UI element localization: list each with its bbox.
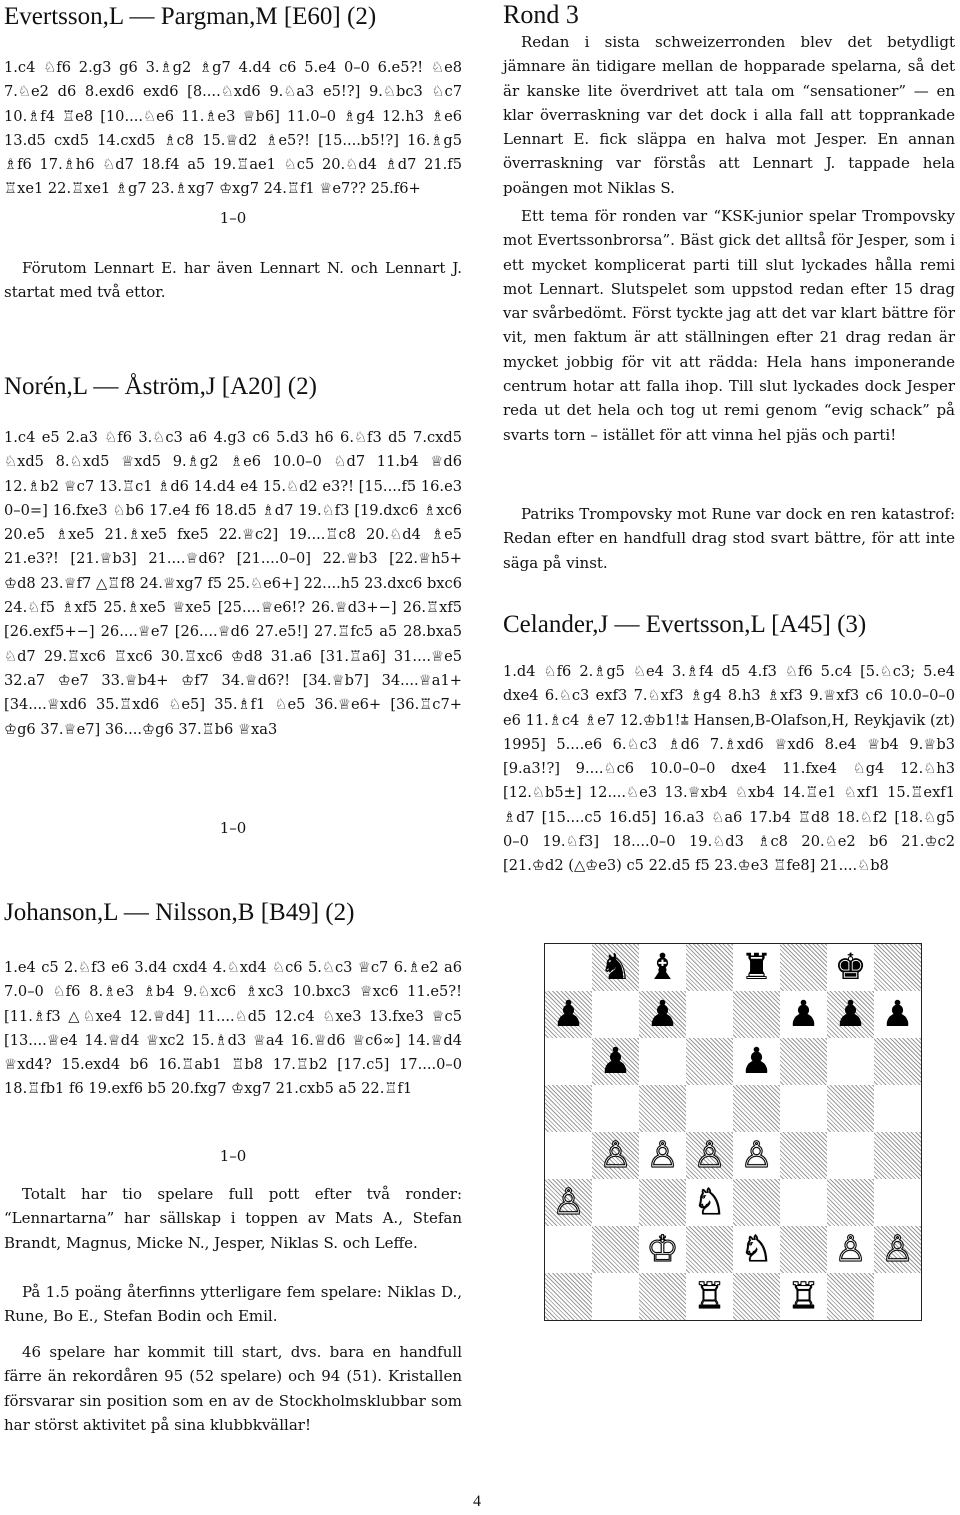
square-e1 bbox=[733, 1273, 780, 1320]
game2-result: 1–0 bbox=[219, 819, 247, 837]
square-c7 bbox=[639, 991, 686, 1038]
square-h6 bbox=[874, 1038, 921, 1085]
square-c6 bbox=[639, 1038, 686, 1085]
half-point-paragraph: På 1.5 poäng återfinns ytterligare fem spelare: Niklas D., Rune, Bo E., Stefan Bodin och Emil. bbox=[4, 1283, 462, 1326]
square-f6 bbox=[780, 1038, 827, 1085]
chess-piece-icon: ♖ bbox=[693, 1275, 726, 1317]
square-d1 bbox=[686, 1273, 733, 1320]
square-h8 bbox=[874, 944, 921, 991]
square-h1 bbox=[874, 1273, 921, 1320]
chess-piece-icon: ♟ bbox=[646, 993, 679, 1035]
square-c4 bbox=[639, 1132, 686, 1179]
square-f5 bbox=[780, 1085, 827, 1132]
round-theme-paragraph: Ett tema för ronden var “KSK-junior spelar Trompovsky mot Evertssonbrorsa”. Bäst gick det alltså för Jesper, som i ett mycket komplicerat parti till slut lyckades hålla remi mot Lennart. Slutspelet som uppstod redan efter 15 drag var svårbedömt. Först tyckte jag att det var klart bättre för vit, men faktum är att ställningen efter 21 drag redan är mycket jobbig för vit att rädda: Hela hans imponerande centrum hotar att falla ihop. Till slut lyckades dock Jesper reda ut det hela och tog ut remi genom “evig schack” på svarts torn – istället för att vinna hel pjäs och parti! bbox=[503, 207, 955, 444]
square-f4 bbox=[780, 1132, 827, 1179]
square-e5 bbox=[733, 1085, 780, 1132]
square-a3 bbox=[545, 1179, 592, 1226]
square-g1 bbox=[827, 1273, 874, 1320]
square-h7 bbox=[874, 991, 921, 1038]
square-e3 bbox=[733, 1179, 780, 1226]
game4-title: Celander,J — Evertsson,L [A45] (3) bbox=[503, 611, 867, 638]
chess-board bbox=[544, 943, 922, 1321]
chess-piece-icon: ♔ bbox=[646, 1228, 679, 1270]
square-b7 bbox=[592, 991, 639, 1038]
square-f7 bbox=[780, 991, 827, 1038]
square-d3 bbox=[686, 1179, 733, 1226]
square-b4 bbox=[592, 1132, 639, 1179]
chess-piece-icon: ♜ bbox=[740, 946, 773, 988]
square-a5 bbox=[545, 1085, 592, 1132]
chess-piece-icon: ♙ bbox=[599, 1134, 632, 1176]
square-c2 bbox=[639, 1226, 686, 1273]
game1-title: Evertsson,L — Pargman,M [E60] (2) bbox=[4, 3, 377, 30]
game1-note: Förutom Lennart E. har även Lennart N. och Lennart J. startat med två ettor. bbox=[4, 259, 462, 302]
square-g3 bbox=[827, 1179, 874, 1226]
square-c1 bbox=[639, 1273, 686, 1320]
square-c8 bbox=[639, 944, 686, 991]
chess-piece-icon: ♘ bbox=[693, 1181, 726, 1223]
square-c5 bbox=[639, 1085, 686, 1132]
chess-piece-icon: ♘ bbox=[740, 1228, 773, 1270]
chess-piece-icon: ♟ bbox=[740, 1040, 773, 1082]
game1-result: 1–0 bbox=[219, 209, 247, 227]
game4-moves: 1.d4 ♘f6 2.♗g5 ♘e4 3.♗f4 d5 4.f3 ♘f6 5.c4 [5.♘c3; 5.e4 dxe4 6.♘c3 exf3 7.♘xf3 ♗g4 8.h3 ♗xf3 9.♕xf3 c6 10.0–0–0 e6 11.♗c4 ♗e7 12.♔b1!⩲ Hansen,B-Olafson,H, Reykjavik (zt) 1995] 5....e6 6.♘c3 ♗d6 7.♗xd6 ♕xd6 8.e4 ♕b4 9.♕b3 [9.a3!?] 9....♘c6 10.0–0–0 dxe4 11.fxe4 ♘g4 12.♘h3 [12.♘b5±] 12....♘e3 13.♕xb4 ♘xb4 14.♖e1 ♘xf1 15.♖exf1 ♗d7 [15....c5 16.d5] 16.a3 ♘a6 17.b4 ♖d8 18.♘f2 [18.♘g5 0–0 19.♘f3] 18....0–0 19.♘d3 ♗c8 20.♘e2 b6 21.♔c2 [21.♔d2 (△♔e3) c5 22.d5 f5 23.♔e3 ♖fe8] 21....♘b8 bbox=[503, 663, 955, 875]
chess-piece-icon: ♚ bbox=[834, 946, 867, 988]
square-a6 bbox=[545, 1038, 592, 1085]
game3-moves: 1.e4 c5 2.♘f3 e6 3.d4 cxd4 4.♘xd4 ♘c6 5.♘c3 ♕c7 6.♗e2 a6 7.0–0 ♘f6 8.♗e3 ♗b4 9.♘xc6 ♗xc3 10.bxc3 ♕xc6 11.e5?! [11.♗f3 △♘xe4 12.♕d4] 11....♘d5 12.c4 ♘xe3 13.fxe3 ♕c5 [13....♕e4 14.♕d4 ♕xc2 15.♗d3 ♕a4 16.♕d6 ♕c6∞] 14.♕d4 ♕xd4? 15.exd4 b6 16.♖ab1 ♖b8 17.♖b2 [17.c5] 17....0–0 18.♖fb1 f6 19.exf6 b5 20.fxg7 ♔xg7 21.cxb5 a5 22.♖f1 bbox=[4, 959, 462, 1098]
square-g8 bbox=[827, 944, 874, 991]
square-b1 bbox=[592, 1273, 639, 1320]
game2-moves: 1.c4 e5 2.a3 ♘f6 3.♘c3 a6 4.g3 c6 5.d3 h6 6.♘f3 d5 7.cxd5 ♘xd5 8.♘xd5 ♕xd5 9.♗g2 ♗e6 10.0–0 ♘d7 11.b4 ♕d6 12.♗b2 ♕c7 13.♖c1 ♗d6 14.d4 e4 15.♘d2 e3?! [15....f5 16.e3 0–0=] 16.fxe3 ♘b6 17.e4 f6 18.d5 ♗d7 19.♘f3 [19.dxc6 ♗xc6 20.e5 ♗xe5 21.♗xe5 fxe5 22.♕c2] 19....♖c8 20.♘d4 ♗e5 21.e3?! [21.♕b3] 21....♕d6? [21....0–0] 22.♕b3 [22.♕h5+ ♔d8 23.♕f7 △♖f8 24.♕xg7 f5 25.♘e6+] 22....h5 23.dxc6 bxc6 24.♘f5 ♗xf5 25.♗xe5 ♕xe5 [25....♕e6!? 26.♕d3+−] 26.♖xf5 [26.exf5+−] 26....♕e7 [26....♕d6 27.e5!] 27.♖fc5 a5 28.bxa5 ♘d7 29.♖xc6 ♖xc6 30.♖xc6 ♔d8 31.a6 [31.♖a6] 31....♕e5 32.a7 ♔e7 33.♕b4+ ♔f7 34.♕d6?! [34.♕b7] 34....♕a1+ [34....♕xd6 35.♖xd6 ♘e5] 35.♗f1 ♘e5 36.♕e6+ [36.♖c7+ ♔g6 37.♕e7] 36....♔g6 37.♖b6 ♕xa3 bbox=[4, 429, 462, 738]
chess-piece-icon: ♙ bbox=[693, 1134, 726, 1176]
square-h2 bbox=[874, 1226, 921, 1273]
square-e2 bbox=[733, 1226, 780, 1273]
chess-piece-icon: ♞ bbox=[599, 946, 632, 988]
square-b2 bbox=[592, 1226, 639, 1273]
square-g7 bbox=[827, 991, 874, 1038]
square-a2 bbox=[545, 1226, 592, 1273]
square-a4 bbox=[545, 1132, 592, 1179]
chess-piece-icon: ♟ bbox=[834, 993, 867, 1035]
square-d4 bbox=[686, 1132, 733, 1179]
chess-piece-icon: ♟ bbox=[787, 993, 820, 1035]
square-d5 bbox=[686, 1085, 733, 1132]
square-b6 bbox=[592, 1038, 639, 1085]
square-e4 bbox=[733, 1132, 780, 1179]
square-a7 bbox=[545, 991, 592, 1038]
square-b3 bbox=[592, 1179, 639, 1226]
game1-moves: 1.c4 ♘f6 2.g3 g6 3.♗g2 ♗g7 4.d4 c6 5.e4 0–0 6.e5?! ♘e8 7.♘e2 d6 8.exd6 exd6 [8....♘xd6 9.♘a3 e5!?] 9.♘bc3 ♘c7 10.♗f4 ♖e8 [10....♘e6 11.♗e3 ♕b6] 11.0–0 ♗g4 12.h3 ♗e6 13.d5 cxd5 14.cxd5 ♗c8 15.♕d2 ♗e5?! [15....b5!?] 16.♗g5 ♗f6 17.♗h6 ♘d7 18.f4 a5 19.♖ae1 ♘c5 20.♘d4 ♗d7 21.f5 ♖xe1 22.♖xe1 ♗g7 23.♗xg7 ♔xg7 24.♖f1 ♕e7?? 25.f6+ bbox=[4, 59, 462, 198]
chess-piece-icon: ♙ bbox=[834, 1228, 867, 1270]
square-g6 bbox=[827, 1038, 874, 1085]
square-d8 bbox=[686, 944, 733, 991]
square-b5 bbox=[592, 1085, 639, 1132]
standings-paragraph: Totalt har tio spelare full pott efter två ronder: “Lennartarna” har sällskap i toppen av Mats A., Stefan Brandt, Magnus, Micke N., Jesper, Niklas S. och Leffe. bbox=[4, 1185, 462, 1252]
square-b8 bbox=[592, 944, 639, 991]
square-d6 bbox=[686, 1038, 733, 1085]
chess-piece-icon: ♟ bbox=[881, 993, 914, 1035]
square-f3 bbox=[780, 1179, 827, 1226]
square-f8 bbox=[780, 944, 827, 991]
round-intro-paragraph: Redan i sista schweizerronden blev det betydligt jämnare än tidigare mellan de hopparade spelarna, så det är kanske lite överdrivet att tala om “sensationer” — en klar överraskning var det dock i alla fall att topprankade Lennart E. fick släppa en halva mot Jesper. En annan överraskning var förstås att Lennart J. tappade hela poängen mot Niklas S. bbox=[503, 33, 955, 197]
square-d7 bbox=[686, 991, 733, 1038]
chess-piece-icon: ♟ bbox=[552, 993, 585, 1035]
game3-result: 1–0 bbox=[219, 1147, 247, 1165]
square-e8 bbox=[733, 944, 780, 991]
page-number: 4 bbox=[473, 1493, 481, 1510]
chess-piece-icon: ♙ bbox=[646, 1134, 679, 1176]
square-f2 bbox=[780, 1226, 827, 1273]
square-h5 bbox=[874, 1085, 921, 1132]
game2-title: Norén,L — Åström,J [A20] (2) bbox=[4, 373, 317, 400]
square-a1 bbox=[545, 1273, 592, 1320]
square-a8 bbox=[545, 944, 592, 991]
chess-piece-icon: ♙ bbox=[881, 1228, 914, 1270]
trompovsky-paragraph: Patriks Trompovsky mot Rune var dock en ren katastrof: Redan efter en handfull drag stod svart bättre, för att inte säga på vinst. bbox=[503, 505, 955, 572]
round-heading: Rond 3 bbox=[503, 0, 579, 29]
chess-piece-icon: ♟ bbox=[599, 1040, 632, 1082]
square-h4 bbox=[874, 1132, 921, 1179]
attendance-paragraph: 46 spelare har kommit till start, dvs. bara en handfull färre än rekordåren 95 (52 spelare) och 94 (51). Kristallen försvarar sin position som en av de Stockholmsklubbar som har störst aktivitet på sina klubbkvällar! bbox=[4, 1343, 462, 1434]
chess-piece-icon: ♙ bbox=[740, 1134, 773, 1176]
chess-piece-icon: ♖ bbox=[787, 1275, 820, 1317]
square-c3 bbox=[639, 1179, 686, 1226]
square-e7 bbox=[733, 991, 780, 1038]
chess-piece-icon: ♙ bbox=[552, 1181, 585, 1223]
square-h3 bbox=[874, 1179, 921, 1226]
chess-piece-icon: ♝ bbox=[646, 946, 679, 988]
game3-title: Johanson,L — Nilsson,B [B49] (2) bbox=[4, 899, 355, 926]
square-g4 bbox=[827, 1132, 874, 1179]
square-d2 bbox=[686, 1226, 733, 1273]
square-f1 bbox=[780, 1273, 827, 1320]
square-e6 bbox=[733, 1038, 780, 1085]
square-g2 bbox=[827, 1226, 874, 1273]
square-g5 bbox=[827, 1085, 874, 1132]
